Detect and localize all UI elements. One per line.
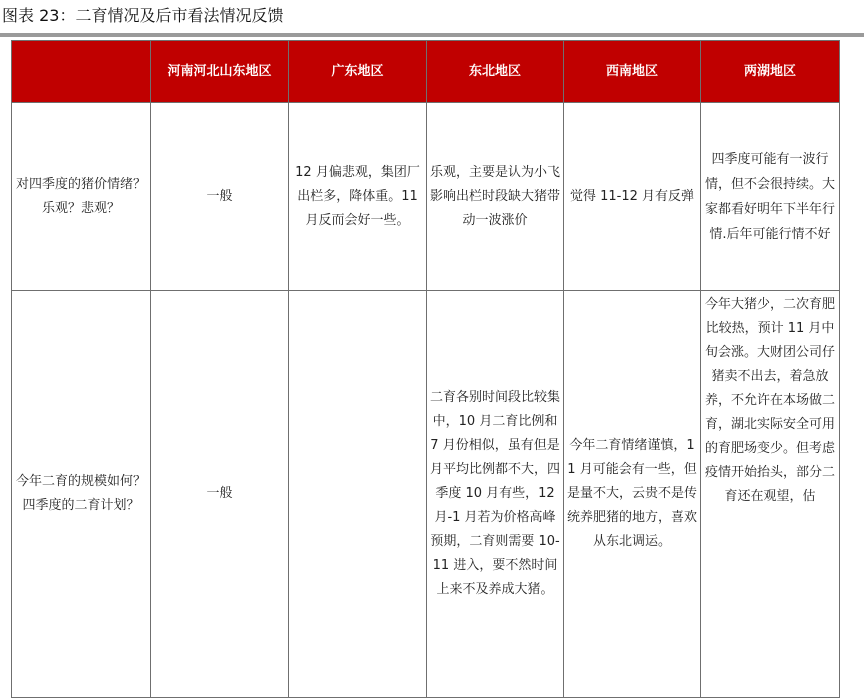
table-cell: 二育各别时间段比较集中，10 月二育比例和 7 月份相似，虽有但是月平均比例都不大，四季度 10 月有些，12 月-1 月若为价格高峰预期，二育则需要 10-11 进入，要不然时间上来不及养成大猪。 (427, 291, 564, 698)
title-divider (0, 33, 864, 37)
row-question: 对四季度的猪价情绪？乐观？悲观？ (12, 103, 151, 291)
page-edge (859, 37, 864, 700)
header-henan-hebei-shandong: 河南河北山东地区 (151, 41, 289, 103)
table-row (12, 291, 840, 698)
table-cell: 今年大猪少，二次育肥比较热，预计 11 月中旬会涨。大财团公司仔猪卖不出去，着急放养，不允许在本场做二育，湖北实际安全可用的育肥场变少。但考虑疫情开始抬头，部分二育还在观望，估 (701, 291, 840, 698)
figure-title: 图表 23：二育情况及后市看法情况反馈 (2, 6, 284, 25)
table-cell: 12 月偏悲观，集团厂出栏多，降体重。11 月反而会好一些。 (289, 103, 427, 291)
header-xinan: 西南地区 (564, 41, 701, 103)
table-cell: 今年二育情绪谨慎，11 月可能会有一些，但是量不大，云贵不是传统养肥猪的地方，喜欢从东北调运。 (564, 291, 701, 698)
table-cell: 乐观，主要是认为小飞影响出栏时段缺大猪带动一波涨价 (427, 103, 564, 291)
header-guangdong: 广东地区 (289, 41, 427, 103)
table-cell (289, 291, 427, 698)
table-cell: 觉得 11-12 月有反弹 (564, 103, 701, 291)
survey-table (11, 40, 840, 698)
header-dongbei: 东北地区 (427, 41, 564, 103)
header-lianghu: 两湖地区 (701, 41, 840, 103)
table-header-row (12, 41, 840, 103)
row-question: 今年二育的规模如何？四季度的二育计划？ (12, 291, 151, 698)
table-cell: 四季度可能有一波行情，但不会很持续。大家都看好明年下半年行情.后年可能行情不好 (701, 103, 840, 291)
table-row (12, 103, 840, 291)
header-corner (12, 41, 151, 103)
table-cell: 一般 (151, 103, 289, 291)
table-cell: 一般 (151, 291, 289, 698)
